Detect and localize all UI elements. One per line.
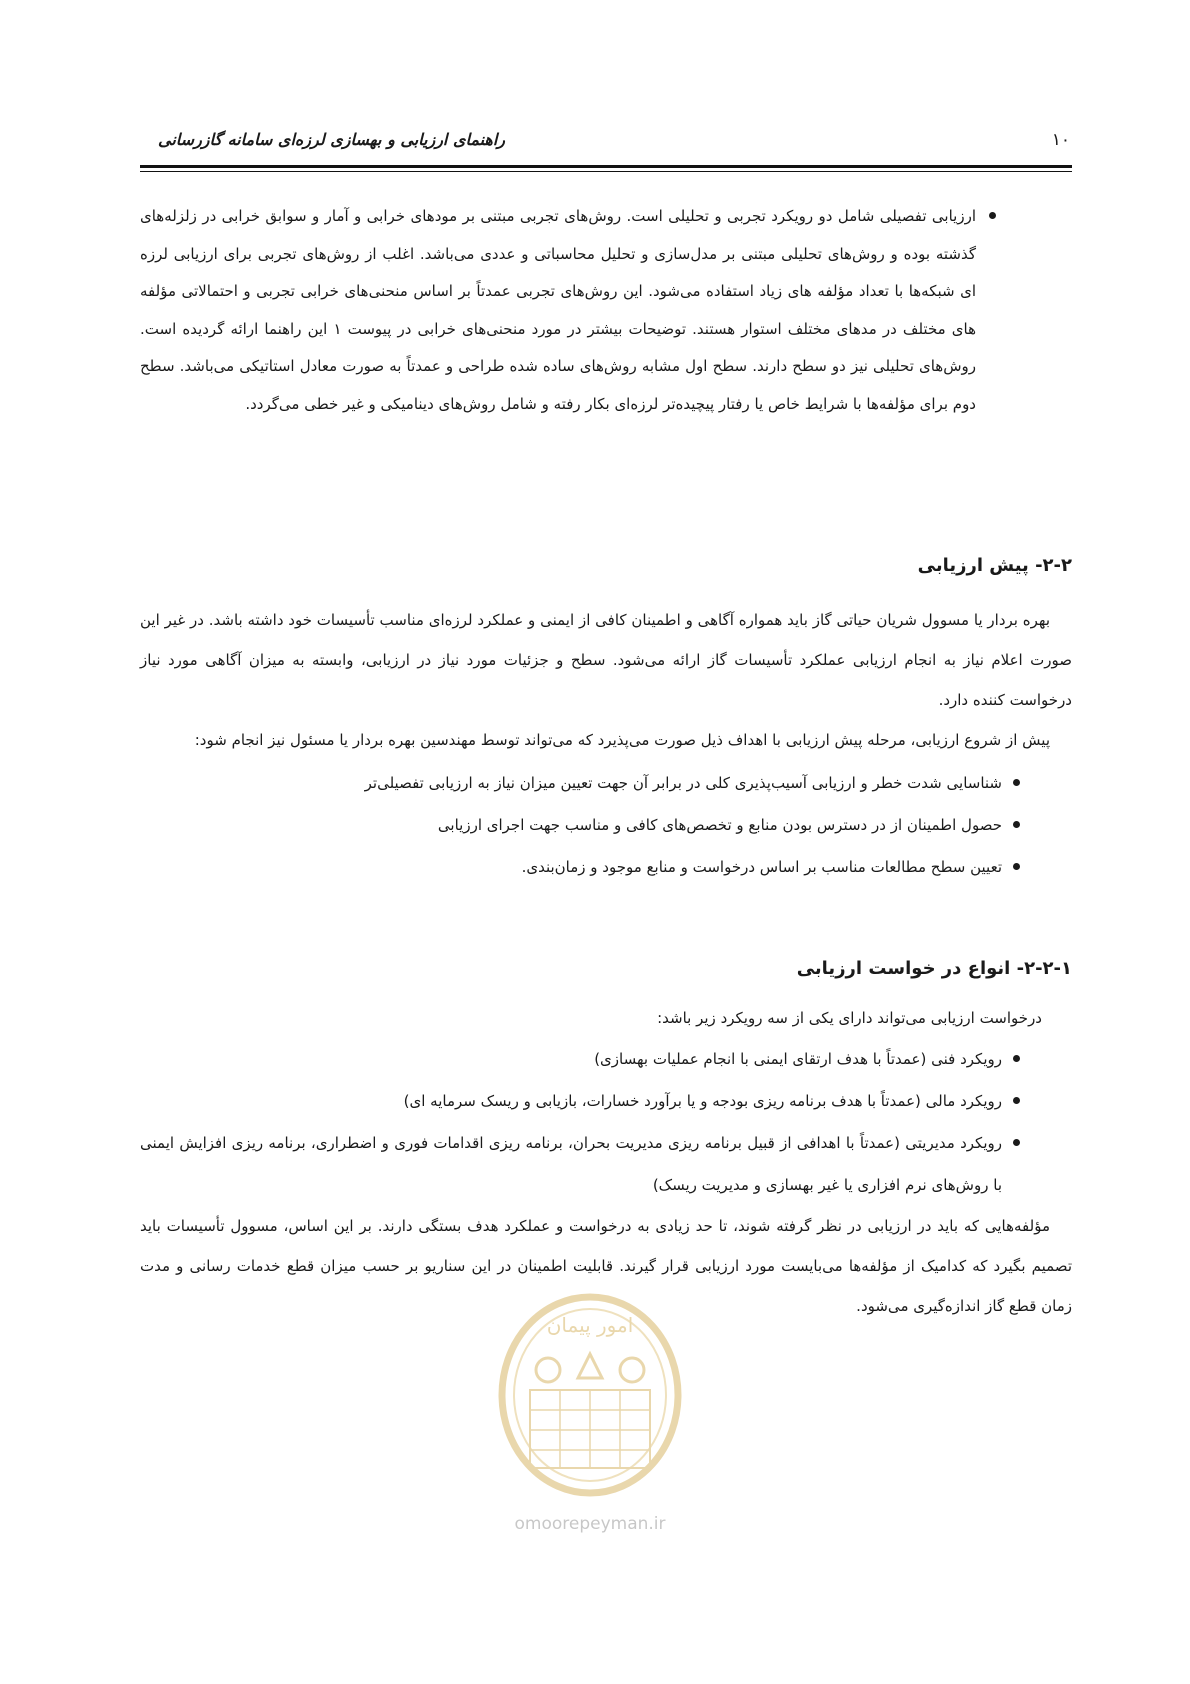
list-item <box>140 1122 1072 1206</box>
bullet-icon <box>1013 821 1020 828</box>
section-heading-2-2-1: ۲-۲-۱- انواع در خواست ارزیابی <box>796 958 1072 979</box>
list-item <box>140 804 1072 846</box>
header-rule-thick <box>140 165 1072 168</box>
bullet-icon <box>1013 779 1020 786</box>
bullet-icon <box>1013 1097 1020 1104</box>
running-header-title: راهنمای ارزیابی و بهسازی لرزه‌ای سامانه گازرسانی <box>158 130 506 149</box>
paragraph: درخواست ارزیابی می‌تواند دارای یکی از سه رویکرد زیر باشد: <box>657 1009 1042 1027</box>
section-2-2-1-body <box>140 998 1072 1326</box>
header-rule-thin <box>140 171 1072 172</box>
bullet-text: شناسایی شدت خطر و ارزیابی آسیب‌پذیری کلی در برابر آن جهت تعیین میزان نیاز به ارزیابی تفصیلی‌تر <box>364 774 1002 792</box>
bullet-list <box>140 1038 1072 1206</box>
list-item <box>140 1038 1072 1080</box>
list-item <box>140 846 1072 888</box>
list-item <box>140 198 1072 423</box>
list-item <box>140 1080 1072 1122</box>
bullet-icon <box>989 212 996 219</box>
bullet-icon <box>1013 863 1020 870</box>
bullet-icon <box>1013 1055 1020 1062</box>
paragraph: بهره بردار یا مسوول شریان حیاتی گاز باید همواره آگاهی و اطمینان کافی از ایمنی و عملکرد لرزه‌ای مناسب تأسیسات خود داشته باشد. در غیر این صورت اعلام نیاز به انجام ارزیابی عملکرد تأسیسات گاز ارائه می‌شود. سطح و جزئیات مورد نیاز در ارزیابی، وابسته به میزان آگاهی مورد نیاز درخواست کننده دارد. <box>140 611 1072 709</box>
bullet-text: رویکرد مدیریتی (عمدتاً با اهدافی از قبیل برنامه ریزی مدیریت بحران، برنامه ریزی اقدامات فوری و اضطراری، برنامه ریزی افزایش ایمنی با روش‌های نرم افزاری یا غیر بهسازی و مدیریت ریسک) <box>140 1134 1002 1194</box>
bullet-text: تعیین سطح مطالعات مناسب بر اساس درخواست و منابع موجود و زمان‌بندی. <box>521 858 1002 876</box>
list-item <box>140 762 1072 804</box>
bullet-text: رویکرد مالی (عمدتاً با هدف برنامه ریزی بودجه و یا برآورد خسارات، بازیابی و ریسک سرمایه ای) <box>403 1092 1002 1110</box>
section-heading-2-2: ۲-۲- پیش ارزیابی <box>917 555 1072 576</box>
intro-bullet-block <box>140 198 1072 423</box>
bullet-icon <box>1013 1139 1020 1146</box>
watermark-logo-text: امور پیمان <box>546 1313 634 1337</box>
page-header <box>140 126 1072 166</box>
watermark-seal-icon <box>490 1290 690 1505</box>
watermark <box>490 1290 690 1540</box>
page-number: ۱۰ <box>1051 130 1070 150</box>
paragraph: مؤلفه‌هایی که باید در ارزیابی در نظر گرفته شوند، تا حد زیادی به درخواست و عملکرد هدف بستگی دارند. بر این اساس، مسوول تأسیسات باید تصمیم بگیرد که کدامیک از مؤلفه‌ها می‌بایست مورد ارزیابی قرار گیرند. قابلیت اطمینان در این سناریو بر حسب میزان قطع خدمات رسانی و مدت زمان قطع گاز اندازه‌گیری می‌شود. <box>140 1217 1072 1315</box>
bullet-list <box>140 762 1072 888</box>
bullet-text: رویکرد فنی (عمدتاً با هدف ارتقای ایمنی با انجام عملیات بهسازی) <box>594 1050 1002 1068</box>
section-2-2-body <box>140 600 1072 888</box>
watermark-url: omoorepeyman.ir <box>514 1514 666 1534</box>
paragraph: پیش از شروع ارزیابی، مرحله پیش ارزیابی با اهداف ذیل صورت می‌پذیرد که می‌تواند توسط مهندسین بهره بردار یا مسئول نیز انجام شود: <box>194 731 1050 749</box>
bullet-text: ارزیابی تفصیلی شامل دو رویکرد تجربی و تحلیلی است. روش‌های تجربی مبتنی بر مودهای خرابی و آمار و سوابق خرابی در زلزله‌های گذشته بوده و روش‌های تحلیلی مبتنی بر مدل‌سازی و تحلیل محاسباتی و عددی می‌باشد. اغلب از روش‌های تجربی برای ارزیابی لرزه ای شبکه‌ها با تعداد مؤلفه های زیاد استفاده می‌شود. این روش‌های تجربی عمدتاً بر اساس منحنی‌های خرابی تجربی و احتمالاتی مؤلفه های مختلف در مدهای مختلف استوار هستند. توضیحات بیشتر در مورد منحنی‌های خرابی در پیوست ۱ این راهنما ارائه گردیده است. روش‌های تحلیلی نیز دو سطح دارند. سطح اول مشابه روش‌های ساده شده طراحی و عمدتاً به صورت معادل استاتیکی می‌باشد. سطح دوم برای مؤلفه‌ها با شرایط خاص یا رفتار پیچیده‌تر لرزه‌ای بکار رفته و شامل روش‌های دینامیکی و غیر خطی می‌گردد. <box>140 207 976 413</box>
bullet-text: حصول اطمینان از در دسترس بودن منابع و تخصص‌های کافی و مناسب جهت اجرای ارزیابی <box>437 816 1002 834</box>
